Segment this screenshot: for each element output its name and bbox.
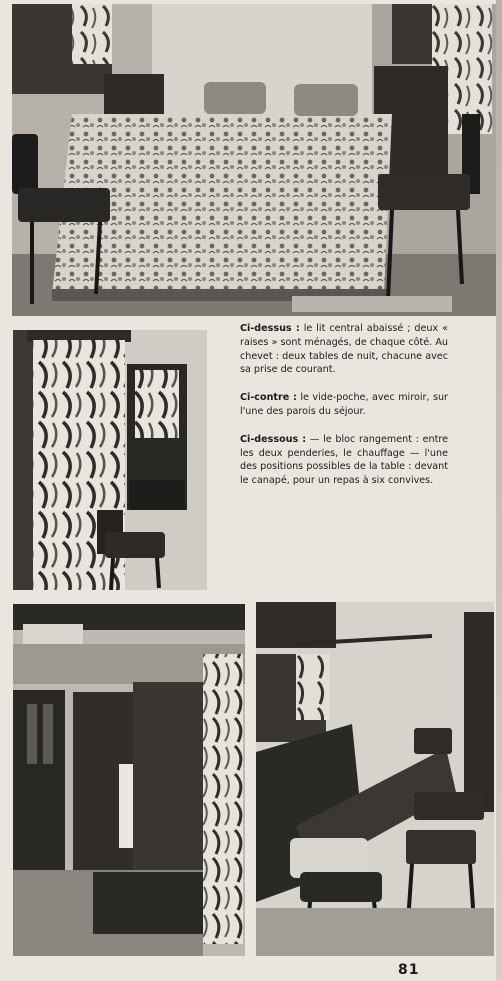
caption-ci-dessus <box>240 322 448 377</box>
caption-ci-contre <box>240 391 448 419</box>
caption-block <box>240 322 448 502</box>
photo-bloc-rangement <box>13 604 245 956</box>
caption-ci-dessous-label: Ci-dessous : <box>240 433 307 445</box>
photo-bedroom-illustration <box>12 4 496 316</box>
caption-ci-dessous <box>240 433 448 488</box>
caption-ci-contre-label: Ci-contre : <box>240 392 297 404</box>
caption-ci-contre-text: le vide-poche, avec miroir, sur l'une des parois du séjour. <box>240 392 448 417</box>
photo-table-canape <box>256 602 494 956</box>
photo-vide-poche-illustration <box>13 330 207 590</box>
page-edge-strip <box>496 0 502 981</box>
photo-table-canape-illustration <box>256 602 494 956</box>
caption-ci-dessus-text: le lit central abaissé ; deux « raises » sont ménagés, de chaque côté. Au chevet : deux tables de nuit, chacune avec sa prise de courant. <box>240 323 448 376</box>
photo-vide-poche <box>13 330 207 590</box>
caption-ci-dessus-label: Ci-dessus : <box>240 323 300 334</box>
photo-bedroom <box>12 4 496 316</box>
page-number: 81 <box>398 962 420 978</box>
photo-bloc-rangement-illustration <box>13 604 245 956</box>
caption-ci-dessous-text: — le bloc rangement : entre les deux penderies, le chauffage — l'une des positions possibles de la table : devant le canapé, pour un repas à six convives. <box>240 433 448 487</box>
